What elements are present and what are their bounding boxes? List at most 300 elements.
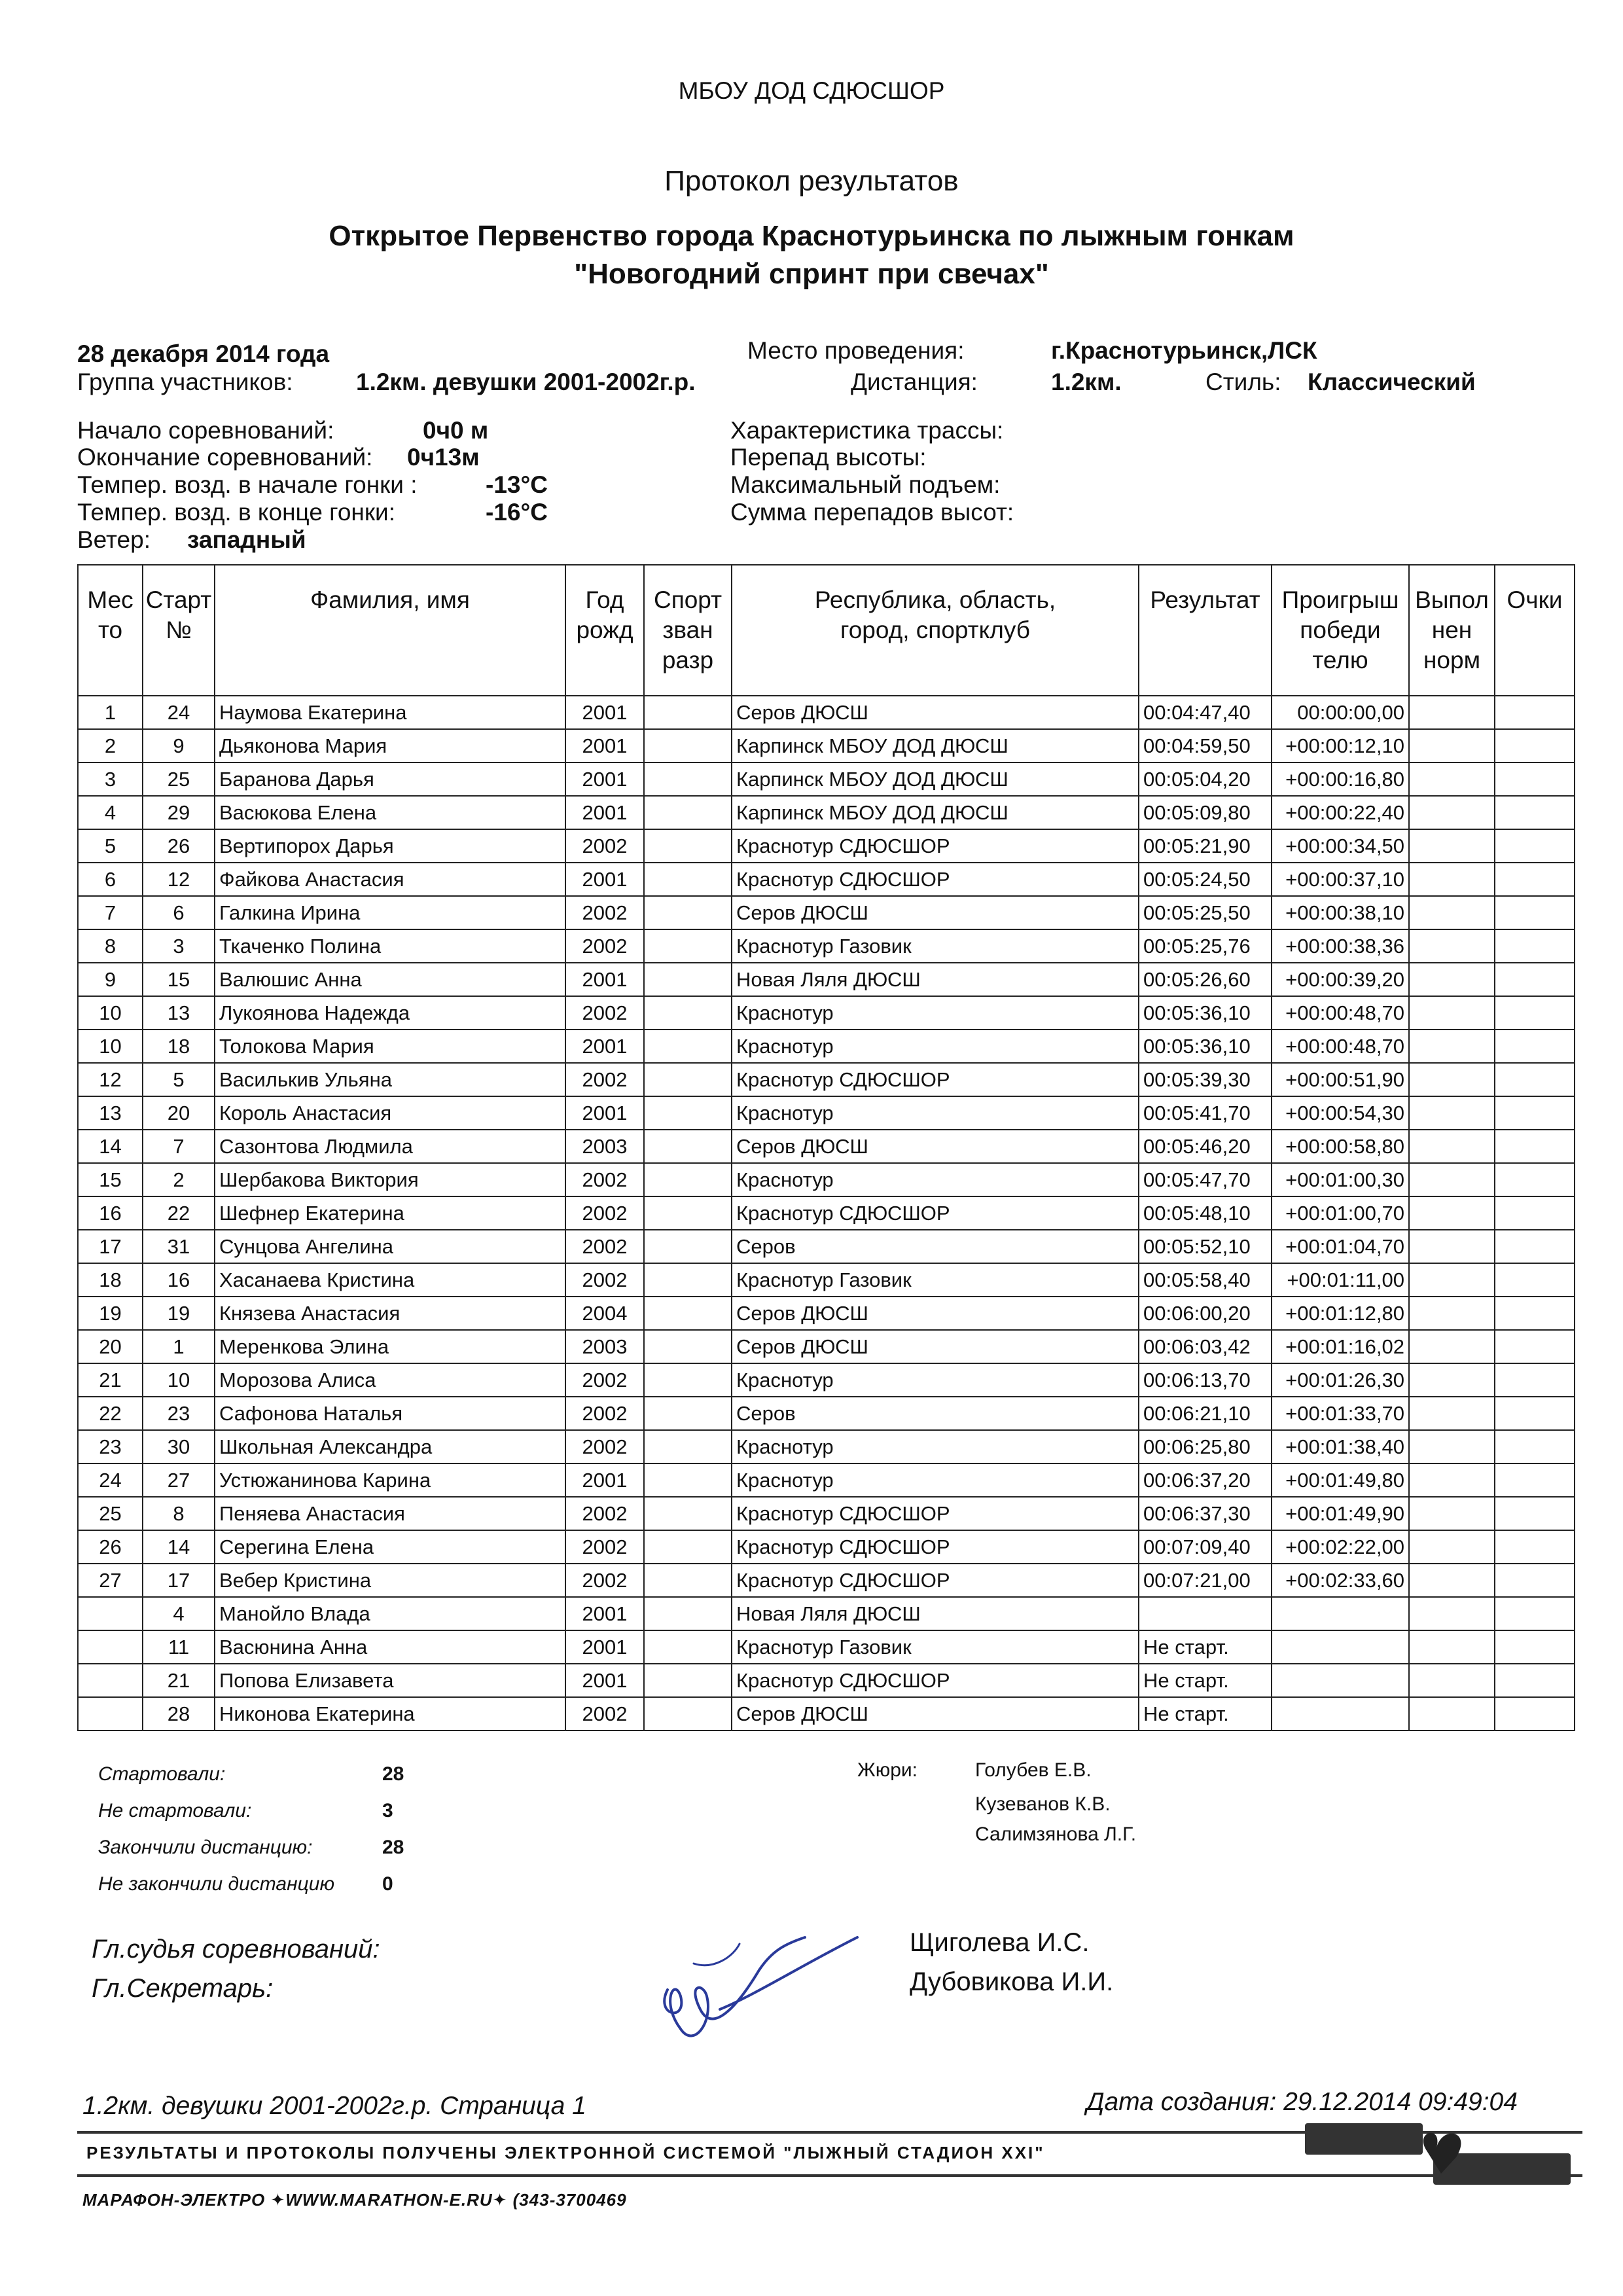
not-finished-count: 0 — [382, 1873, 393, 1895]
table-row — [78, 1530, 1575, 1564]
cell-sport-rank — [644, 1564, 732, 1597]
cell-start-number: 30 — [143, 1430, 215, 1463]
competition-subtitle: "Новогодний спринт при свечах" — [574, 258, 1049, 290]
cell-norm-completed — [1409, 1096, 1495, 1130]
cell-birth-year: 2001 — [565, 1096, 644, 1130]
cell-start-number: 17 — [143, 1564, 215, 1597]
table-row — [78, 1497, 1575, 1530]
cell-birth-year: 2002 — [565, 1363, 644, 1397]
secretary-label: Гл.Секретарь: — [92, 1974, 274, 2003]
cell-points — [1495, 1263, 1575, 1297]
cell-birth-year: 2001 — [565, 1597, 644, 1630]
total-climb-label: Сумма перепадов высот: — [730, 499, 1014, 526]
cell-name: Баранова Дарья — [215, 762, 565, 796]
cell-place — [78, 1664, 143, 1697]
cell-time-behind: +00:00:37,10 — [1272, 863, 1409, 896]
table-row — [78, 1564, 1575, 1597]
table-row — [78, 1263, 1575, 1297]
cell-result: 00:05:41,70 — [1139, 1096, 1272, 1130]
cell-birth-year: 2001 — [565, 1664, 644, 1697]
cell-time-behind: +00:00:12,10 — [1272, 729, 1409, 762]
cell-norm-completed — [1409, 1630, 1495, 1664]
temp-end-value: -16°С — [486, 499, 548, 526]
cell-result: Не старт. — [1139, 1697, 1272, 1731]
venue-label: Место проведения: — [747, 337, 965, 364]
cell-place: 9 — [78, 963, 143, 996]
cell-place: 12 — [78, 1063, 143, 1096]
cell-time-behind: +00:02:33,60 — [1272, 1564, 1409, 1597]
venue-value: г.Краснотурьинск,ЛСК — [1051, 337, 1317, 364]
cell-time-behind: +00:01:38,40 — [1272, 1430, 1409, 1463]
cell-sport-rank — [644, 929, 732, 963]
jury-label: Жюри: — [857, 1759, 918, 1781]
cell-result: 00:05:47,70 — [1139, 1163, 1272, 1196]
column-header-time-behind: Проигрыш победи телю — [1272, 565, 1409, 696]
cell-start-number: 14 — [143, 1530, 215, 1564]
cell-name: Вебер Кристина — [215, 1564, 565, 1597]
table-row — [78, 1096, 1575, 1130]
cell-time-behind: +00:00:54,30 — [1272, 1096, 1409, 1130]
cell-result: 00:05:48,10 — [1139, 1196, 1272, 1230]
cell-name: Князева Анастасия — [215, 1297, 565, 1330]
table-row — [78, 896, 1575, 929]
cell-sport-rank — [644, 963, 732, 996]
cell-club: Карпинск МБОУ ДОД ДЮСШ — [732, 729, 1139, 762]
cell-name: Сунцова Ангелина — [215, 1230, 565, 1263]
cell-time-behind: +00:00:39,20 — [1272, 963, 1409, 996]
cell-result: Не старт. — [1139, 1630, 1272, 1664]
cell-start-number: 29 — [143, 796, 215, 829]
cell-time-behind: +00:00:22,40 — [1272, 796, 1409, 829]
finished-count: 28 — [382, 1837, 404, 1858]
table-row — [78, 696, 1575, 729]
cell-name: Школьная Александра — [215, 1430, 565, 1463]
cell-norm-completed — [1409, 1230, 1495, 1263]
cell-sport-rank — [644, 1297, 732, 1330]
cell-place: 23 — [78, 1430, 143, 1463]
cell-birth-year: 2004 — [565, 1297, 644, 1330]
cell-norm-completed — [1409, 1130, 1495, 1163]
cell-place — [78, 1697, 143, 1731]
cell-norm-completed — [1409, 896, 1495, 929]
cell-sport-rank — [644, 1263, 732, 1297]
cell-time-behind: +00:00:48,70 — [1272, 1030, 1409, 1063]
cell-start-number: 21 — [143, 1664, 215, 1697]
cell-result: 00:05:39,30 — [1139, 1063, 1272, 1096]
cell-sport-rank — [644, 1463, 732, 1497]
cell-start-number: 31 — [143, 1230, 215, 1263]
cell-start-number: 5 — [143, 1063, 215, 1096]
table-row — [78, 762, 1575, 796]
cell-norm-completed — [1409, 963, 1495, 996]
cell-norm-completed — [1409, 1463, 1495, 1497]
cell-place — [78, 1630, 143, 1664]
cell-result: 00:05:26,60 — [1139, 963, 1272, 996]
cell-place: 14 — [78, 1130, 143, 1163]
cell-place: 20 — [78, 1330, 143, 1363]
cell-result: 00:07:09,40 — [1139, 1530, 1272, 1564]
cell-birth-year: 2003 — [565, 1330, 644, 1363]
cell-place: 1 — [78, 696, 143, 729]
cell-points — [1495, 1297, 1575, 1330]
cell-result: 00:06:00,20 — [1139, 1297, 1272, 1330]
cell-birth-year: 2002 — [565, 1564, 644, 1597]
cell-place: 10 — [78, 996, 143, 1030]
temp-end-label: Темпер. возд. в конце гонки: — [77, 499, 396, 526]
cell-sport-rank — [644, 762, 732, 796]
cell-place: 8 — [78, 929, 143, 963]
column-header-place: Мес то — [78, 565, 143, 696]
cell-name: Манойло Влада — [215, 1597, 565, 1630]
cell-sport-rank — [644, 696, 732, 729]
cell-points — [1495, 1063, 1575, 1096]
cell-name: Сазонтова Людмила — [215, 1130, 565, 1163]
chief-judge-name: Щиголева И.С. — [910, 1928, 1090, 1957]
cell-result: 00:06:37,30 — [1139, 1497, 1272, 1530]
cell-norm-completed — [1409, 729, 1495, 762]
cell-name: Наумова Екатерина — [215, 696, 565, 729]
cell-name: Сафонова Наталья — [215, 1397, 565, 1430]
cell-sport-rank — [644, 1664, 732, 1697]
cell-norm-completed — [1409, 1363, 1495, 1397]
cell-birth-year: 2002 — [565, 1397, 644, 1430]
cell-norm-completed — [1409, 1030, 1495, 1063]
table-row — [78, 963, 1575, 996]
table-row — [78, 1597, 1575, 1630]
cell-place: 15 — [78, 1163, 143, 1196]
cell-place: 24 — [78, 1463, 143, 1497]
cell-club: Краснотур СДЮСШОР — [732, 1196, 1139, 1230]
cell-name: Король Анастасия — [215, 1096, 565, 1130]
cell-sport-rank — [644, 996, 732, 1030]
document-title: Протокол результатов — [664, 165, 959, 197]
cell-club: Серов — [732, 1397, 1139, 1430]
started-label: Стартовали: — [98, 1763, 226, 1785]
style-value: Классический — [1308, 368, 1476, 395]
cell-result: 00:04:59,50 — [1139, 729, 1272, 762]
cell-points — [1495, 1697, 1575, 1731]
cell-result: 00:07:21,00 — [1139, 1564, 1272, 1597]
cell-sport-rank — [644, 1497, 732, 1530]
cell-start-number: 27 — [143, 1463, 215, 1497]
cell-name: Серегина Елена — [215, 1530, 565, 1564]
table-row — [78, 829, 1575, 863]
creation-date: Дата создания: 29.12.2014 09:49:04 — [1086, 2088, 1518, 2116]
column-header-norm-completed: Выпол нен норм — [1409, 565, 1495, 696]
cell-norm-completed — [1409, 1297, 1495, 1330]
cell-time-behind — [1272, 1664, 1409, 1697]
cell-sport-rank — [644, 863, 732, 896]
cell-club: Краснотур Газовик — [732, 1263, 1139, 1297]
cell-norm-completed — [1409, 1263, 1495, 1297]
cell-club: Краснотур СДЮСШОР — [732, 829, 1139, 863]
cell-result: 00:06:25,80 — [1139, 1430, 1272, 1463]
cell-sport-rank — [644, 1130, 732, 1163]
cell-birth-year: 2002 — [565, 1196, 644, 1230]
cell-start-number: 12 — [143, 863, 215, 896]
cell-sport-rank — [644, 796, 732, 829]
cell-place: 17 — [78, 1230, 143, 1263]
cell-name: Никонова Екатерина — [215, 1697, 565, 1731]
cell-points — [1495, 1030, 1575, 1063]
cell-norm-completed — [1409, 1430, 1495, 1463]
cell-start-number: 4 — [143, 1597, 215, 1630]
cell-birth-year: 2003 — [565, 1130, 644, 1163]
distance-value: 1.2км. — [1051, 368, 1122, 395]
cell-birth-year: 2002 — [565, 1230, 644, 1263]
table-row — [78, 1630, 1575, 1664]
cell-name: Меренкова Элина — [215, 1330, 565, 1363]
cell-club: Серов ДЮСШ — [732, 696, 1139, 729]
cell-points — [1495, 1430, 1575, 1463]
wind-value: западный — [187, 526, 306, 553]
event-date: 28 декабря 2014 года — [77, 340, 330, 367]
cell-club: Карпинск МБОУ ДОД ДЮСШ — [732, 796, 1139, 829]
cell-sport-rank — [644, 729, 732, 762]
cell-start-number: 22 — [143, 1196, 215, 1230]
cell-time-behind: +00:01:26,30 — [1272, 1363, 1409, 1397]
competition-title: Открытое Первенство города Краснотурьинска по лыжным гонкам — [329, 220, 1294, 252]
cell-place: 27 — [78, 1564, 143, 1597]
cell-sport-rank — [644, 1030, 732, 1063]
cell-time-behind — [1272, 1697, 1409, 1731]
cell-place: 18 — [78, 1263, 143, 1297]
table-row — [78, 1230, 1575, 1263]
cell-sport-rank — [644, 1363, 732, 1397]
cell-birth-year: 2002 — [565, 829, 644, 863]
cell-result — [1139, 1597, 1272, 1630]
cell-time-behind — [1272, 1597, 1409, 1630]
cell-place: 13 — [78, 1096, 143, 1130]
cell-time-behind: 00:00:00,00 — [1272, 696, 1409, 729]
cell-start-number: 28 — [143, 1697, 215, 1731]
stadium-logo — [1302, 2118, 1577, 2190]
cell-time-behind: +00:01:33,70 — [1272, 1397, 1409, 1430]
table-row — [78, 996, 1575, 1030]
cell-place: 6 — [78, 863, 143, 896]
cell-place: 22 — [78, 1397, 143, 1430]
cell-start-number: 3 — [143, 929, 215, 963]
results-table — [77, 564, 1575, 1731]
cell-club: Новая Ляля ДЮСШ — [732, 963, 1139, 996]
cell-points — [1495, 1196, 1575, 1230]
cell-sport-rank — [644, 1330, 732, 1363]
cell-time-behind: +00:00:38,36 — [1272, 929, 1409, 963]
cell-place: 25 — [78, 1497, 143, 1530]
cell-norm-completed — [1409, 1330, 1495, 1363]
cell-norm-completed — [1409, 696, 1495, 729]
cell-points — [1495, 1463, 1575, 1497]
cell-time-behind: +00:01:12,80 — [1272, 1297, 1409, 1330]
cell-club: Краснотур Газовик — [732, 1630, 1139, 1664]
cell-birth-year: 2002 — [565, 1697, 644, 1731]
column-header-result: Результат — [1139, 565, 1272, 696]
cell-sport-rank — [644, 1630, 732, 1664]
cell-start-number: 24 — [143, 696, 215, 729]
cell-club: Серов ДЮСШ — [732, 896, 1139, 929]
cell-points — [1495, 863, 1575, 896]
jury-member: Кузеванов К.В. — [975, 1793, 1111, 1815]
max-climb-label: Максимальный подъем: — [730, 471, 1001, 498]
cell-result: 00:04:47,40 — [1139, 696, 1272, 729]
cell-result: 00:06:21,10 — [1139, 1397, 1272, 1430]
cell-club: Серов ДЮСШ — [732, 1697, 1139, 1731]
cell-start-number: 15 — [143, 963, 215, 996]
cell-name: Морозова Алиса — [215, 1363, 565, 1397]
cell-start-number: 25 — [143, 762, 215, 796]
cell-name: Файкова Анастасия — [215, 863, 565, 896]
table-row — [78, 1397, 1575, 1430]
provider-credit: МАРАФОН-ЭЛЕКТРО ✦WWW.MARATHON-E.RU✦ (343-3700469 — [82, 2190, 627, 2210]
cell-points — [1495, 796, 1575, 829]
cell-norm-completed — [1409, 1664, 1495, 1697]
cell-start-number: 19 — [143, 1297, 215, 1330]
cell-points — [1495, 996, 1575, 1030]
cell-start-number: 23 — [143, 1397, 215, 1430]
cell-name: Василькив Ульяна — [215, 1063, 565, 1096]
cell-club: Краснотур — [732, 1463, 1139, 1497]
cell-place: 4 — [78, 796, 143, 829]
cell-name: Хасанаева Кристина — [215, 1263, 565, 1297]
cell-name: Шербакова Виктория — [215, 1163, 565, 1196]
table-row — [78, 1063, 1575, 1096]
cell-club: Серов ДЮСШ — [732, 1330, 1139, 1363]
group-value: 1.2км. девушки 2001-2002г.р. — [356, 368, 696, 395]
cell-club: Краснотур СДЮСШОР — [732, 1530, 1139, 1564]
cell-sport-rank — [644, 1397, 732, 1430]
cell-club: Серов ДЮСШ — [732, 1130, 1139, 1163]
cell-time-behind: +00:00:51,90 — [1272, 1063, 1409, 1096]
cell-name: Ткаченко Полина — [215, 929, 565, 963]
cell-result: 00:05:04,20 — [1139, 762, 1272, 796]
cell-birth-year: 2001 — [565, 729, 644, 762]
column-header-birth-year: Год рожд — [565, 565, 644, 696]
cell-club: Краснотур — [732, 1096, 1139, 1130]
cell-points — [1495, 896, 1575, 929]
style-label: Стиль: — [1205, 368, 1281, 395]
cell-sport-rank — [644, 1096, 732, 1130]
cell-time-behind: +00:01:16,02 — [1272, 1330, 1409, 1363]
cell-result: 00:05:25,76 — [1139, 929, 1272, 963]
cell-club: Карпинск МБОУ ДОД ДЮСШ — [732, 762, 1139, 796]
cell-sport-rank — [644, 1697, 732, 1731]
cell-start-number: 7 — [143, 1130, 215, 1163]
chief-judge-label: Гл.судья соревнований: — [92, 1935, 380, 1964]
cell-result: 00:05:46,20 — [1139, 1130, 1272, 1163]
cell-place: 5 — [78, 829, 143, 863]
table-row — [78, 929, 1575, 963]
cell-norm-completed — [1409, 1564, 1495, 1597]
cell-name: Попова Елизавета — [215, 1664, 565, 1697]
cell-points — [1495, 1397, 1575, 1430]
cell-start-number: 10 — [143, 1363, 215, 1397]
cell-result: 00:05:24,50 — [1139, 863, 1272, 896]
cell-club: Серов — [732, 1230, 1139, 1263]
cell-time-behind — [1272, 1630, 1409, 1664]
cell-result: 00:06:13,70 — [1139, 1363, 1272, 1397]
cell-club: Краснотур — [732, 1030, 1139, 1063]
start-time-value: 0ч0 м — [423, 417, 489, 444]
table-row — [78, 1130, 1575, 1163]
cell-place: 21 — [78, 1363, 143, 1397]
cell-points — [1495, 1664, 1575, 1697]
cell-place: 3 — [78, 762, 143, 796]
cell-name: Галкина Ирина — [215, 896, 565, 929]
cell-time-behind: +00:01:04,70 — [1272, 1230, 1409, 1263]
table-row — [78, 796, 1575, 829]
cell-points — [1495, 1363, 1575, 1397]
table-header-row — [78, 565, 1575, 696]
cell-points — [1495, 1230, 1575, 1263]
table-row — [78, 1697, 1575, 1731]
cell-birth-year: 2001 — [565, 696, 644, 729]
cell-points — [1495, 762, 1575, 796]
cell-place: 16 — [78, 1196, 143, 1230]
signature-scribble — [641, 1924, 864, 2055]
started-count: 28 — [382, 1763, 404, 1785]
cell-club: Краснотур — [732, 1363, 1139, 1397]
cell-birth-year: 2002 — [565, 1163, 644, 1196]
cell-club: Серов ДЮСШ — [732, 1297, 1139, 1330]
cell-club: Краснотур СДЮСШОР — [732, 1063, 1139, 1096]
cell-start-number: 13 — [143, 996, 215, 1030]
table-row — [78, 1163, 1575, 1196]
cell-birth-year: 2001 — [565, 1463, 644, 1497]
cell-sport-rank — [644, 829, 732, 863]
cell-norm-completed — [1409, 1597, 1495, 1630]
cell-time-behind: +00:00:48,70 — [1272, 996, 1409, 1030]
organization-name: МБОУ ДОД СДЮСШОР — [678, 77, 945, 104]
cell-name: Валюшис Анна — [215, 963, 565, 996]
table-row — [78, 1030, 1575, 1063]
cell-sport-rank — [644, 896, 732, 929]
cell-norm-completed — [1409, 1497, 1495, 1530]
end-time-label: Окончание соревнований: — [77, 444, 373, 471]
cell-result: 00:06:03,42 — [1139, 1330, 1272, 1363]
cell-place: 7 — [78, 896, 143, 929]
track-characteristic-label: Характеристика трассы: — [730, 417, 1004, 444]
table-row — [78, 1196, 1575, 1230]
jury-member: Салимзянова Л.Г. — [975, 1823, 1137, 1845]
cell-points — [1495, 1530, 1575, 1564]
cell-club: Краснотур — [732, 1430, 1139, 1463]
cell-time-behind: +00:00:38,10 — [1272, 896, 1409, 929]
table-row — [78, 1664, 1575, 1697]
cell-start-number: 1 — [143, 1330, 215, 1363]
cell-time-behind: +00:00:58,80 — [1272, 1130, 1409, 1163]
table-row — [78, 1297, 1575, 1330]
column-header-start-number: Старт № — [143, 565, 215, 696]
cell-club: Краснотур СДЮСШОР — [732, 1497, 1139, 1530]
cell-time-behind: +00:01:49,90 — [1272, 1497, 1409, 1530]
cell-start-number: 6 — [143, 896, 215, 929]
cell-place — [78, 1597, 143, 1630]
cell-club: Новая Ляля ДЮСШ — [732, 1597, 1139, 1630]
cell-name: Васюкова Елена — [215, 796, 565, 829]
cell-result: 00:06:37,20 — [1139, 1463, 1272, 1497]
cell-club: Краснотур СДЮСШОР — [732, 1664, 1139, 1697]
start-time-label: Начало соревнований: — [77, 417, 334, 444]
cell-points — [1495, 1096, 1575, 1130]
cell-result: 00:05:21,90 — [1139, 829, 1272, 863]
cell-club: Краснотур СДЮСШОР — [732, 863, 1139, 896]
cell-time-behind: +00:00:16,80 — [1272, 762, 1409, 796]
cell-norm-completed — [1409, 1530, 1495, 1564]
cell-start-number: 2 — [143, 1163, 215, 1196]
cell-norm-completed — [1409, 796, 1495, 829]
cell-birth-year: 2002 — [565, 1263, 644, 1297]
table-row — [78, 863, 1575, 896]
